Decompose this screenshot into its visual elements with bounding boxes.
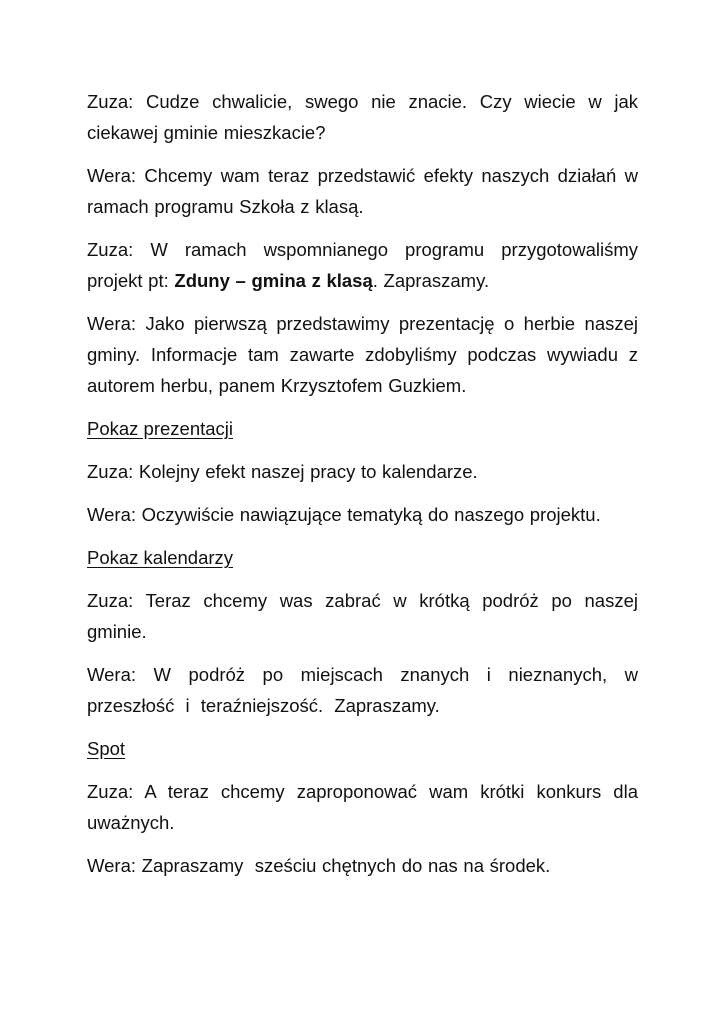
dialogue-text: Cudze chwalicie, swego nie znacie. Czy wiecie w jak ciekawej gminie mieszkacie? [87, 91, 638, 143]
dialogue-line [87, 776, 638, 838]
dialogue-line [87, 499, 638, 530]
dialogue-line [87, 585, 638, 647]
speaker-name: Zuza: [87, 239, 134, 260]
dialogue-text: Oczywiście nawiązujące tematyką do naszego projektu. [141, 504, 601, 525]
project-title: Zduny – gmina z klasą [174, 270, 373, 291]
dialogue-text: A teraz chcemy zaproponować wam krótki konkurs dla uważnych. [87, 781, 638, 833]
dialogue-text: Kolejny efekt naszej pracy to kalendarze. [138, 461, 478, 482]
speaker-name: Zuza: [87, 91, 134, 112]
dialogue-text: Jako pierwszą przedstawimy prezentację o herbie naszej gminy. Informacje tam zawarte zdobyliśmy podczas wywiadu z autorem herbu, panem Krzysztofem Guzkiem. [87, 313, 639, 396]
dialogue-text: Teraz chcemy was zabrać w krótką podróż po naszej gminie. [87, 590, 638, 642]
dialogue-text: W ramach wspomnianego programu przygotowaliśmy projekt pt: [87, 239, 639, 291]
dialogue-line [87, 850, 638, 881]
dialogue-text: . Zapraszamy. [372, 270, 490, 291]
dialogue-line [87, 86, 638, 148]
speaker-name: Wera: [87, 664, 137, 685]
speaker-name: Zuza: [87, 781, 134, 802]
speaker-name: Zuza: [87, 461, 134, 482]
document-body [87, 86, 638, 893]
speaker-name: Wera: [87, 855, 137, 876]
dialogue-line [87, 659, 638, 721]
section-heading: Spot [87, 738, 126, 759]
speaker-name: Wera: [87, 313, 137, 334]
speaker-name: Wera: [87, 504, 137, 525]
dialogue-text: W podróż po miejscach znanych i nieznanych, w przeszłość i teraźniejszość. Zapraszamy. [87, 664, 639, 716]
dialogue-line [87, 456, 638, 487]
section-heading: Pokaz kalendarzy [87, 547, 234, 568]
dialogue-text: Chcemy wam teraz przedstawić efekty naszych działań w ramach programu Szkoła z klasą. [87, 165, 639, 217]
dialogue-line [87, 160, 638, 222]
section-heading: Pokaz prezentacji [87, 418, 234, 439]
speaker-name: Wera: [87, 165, 137, 186]
dialogue-line [87, 308, 638, 401]
dialogue-line [87, 234, 638, 296]
speaker-name: Zuza: [87, 590, 134, 611]
dialogue-text: Zapraszamy sześciu chętnych do nas na środek. [141, 855, 551, 876]
